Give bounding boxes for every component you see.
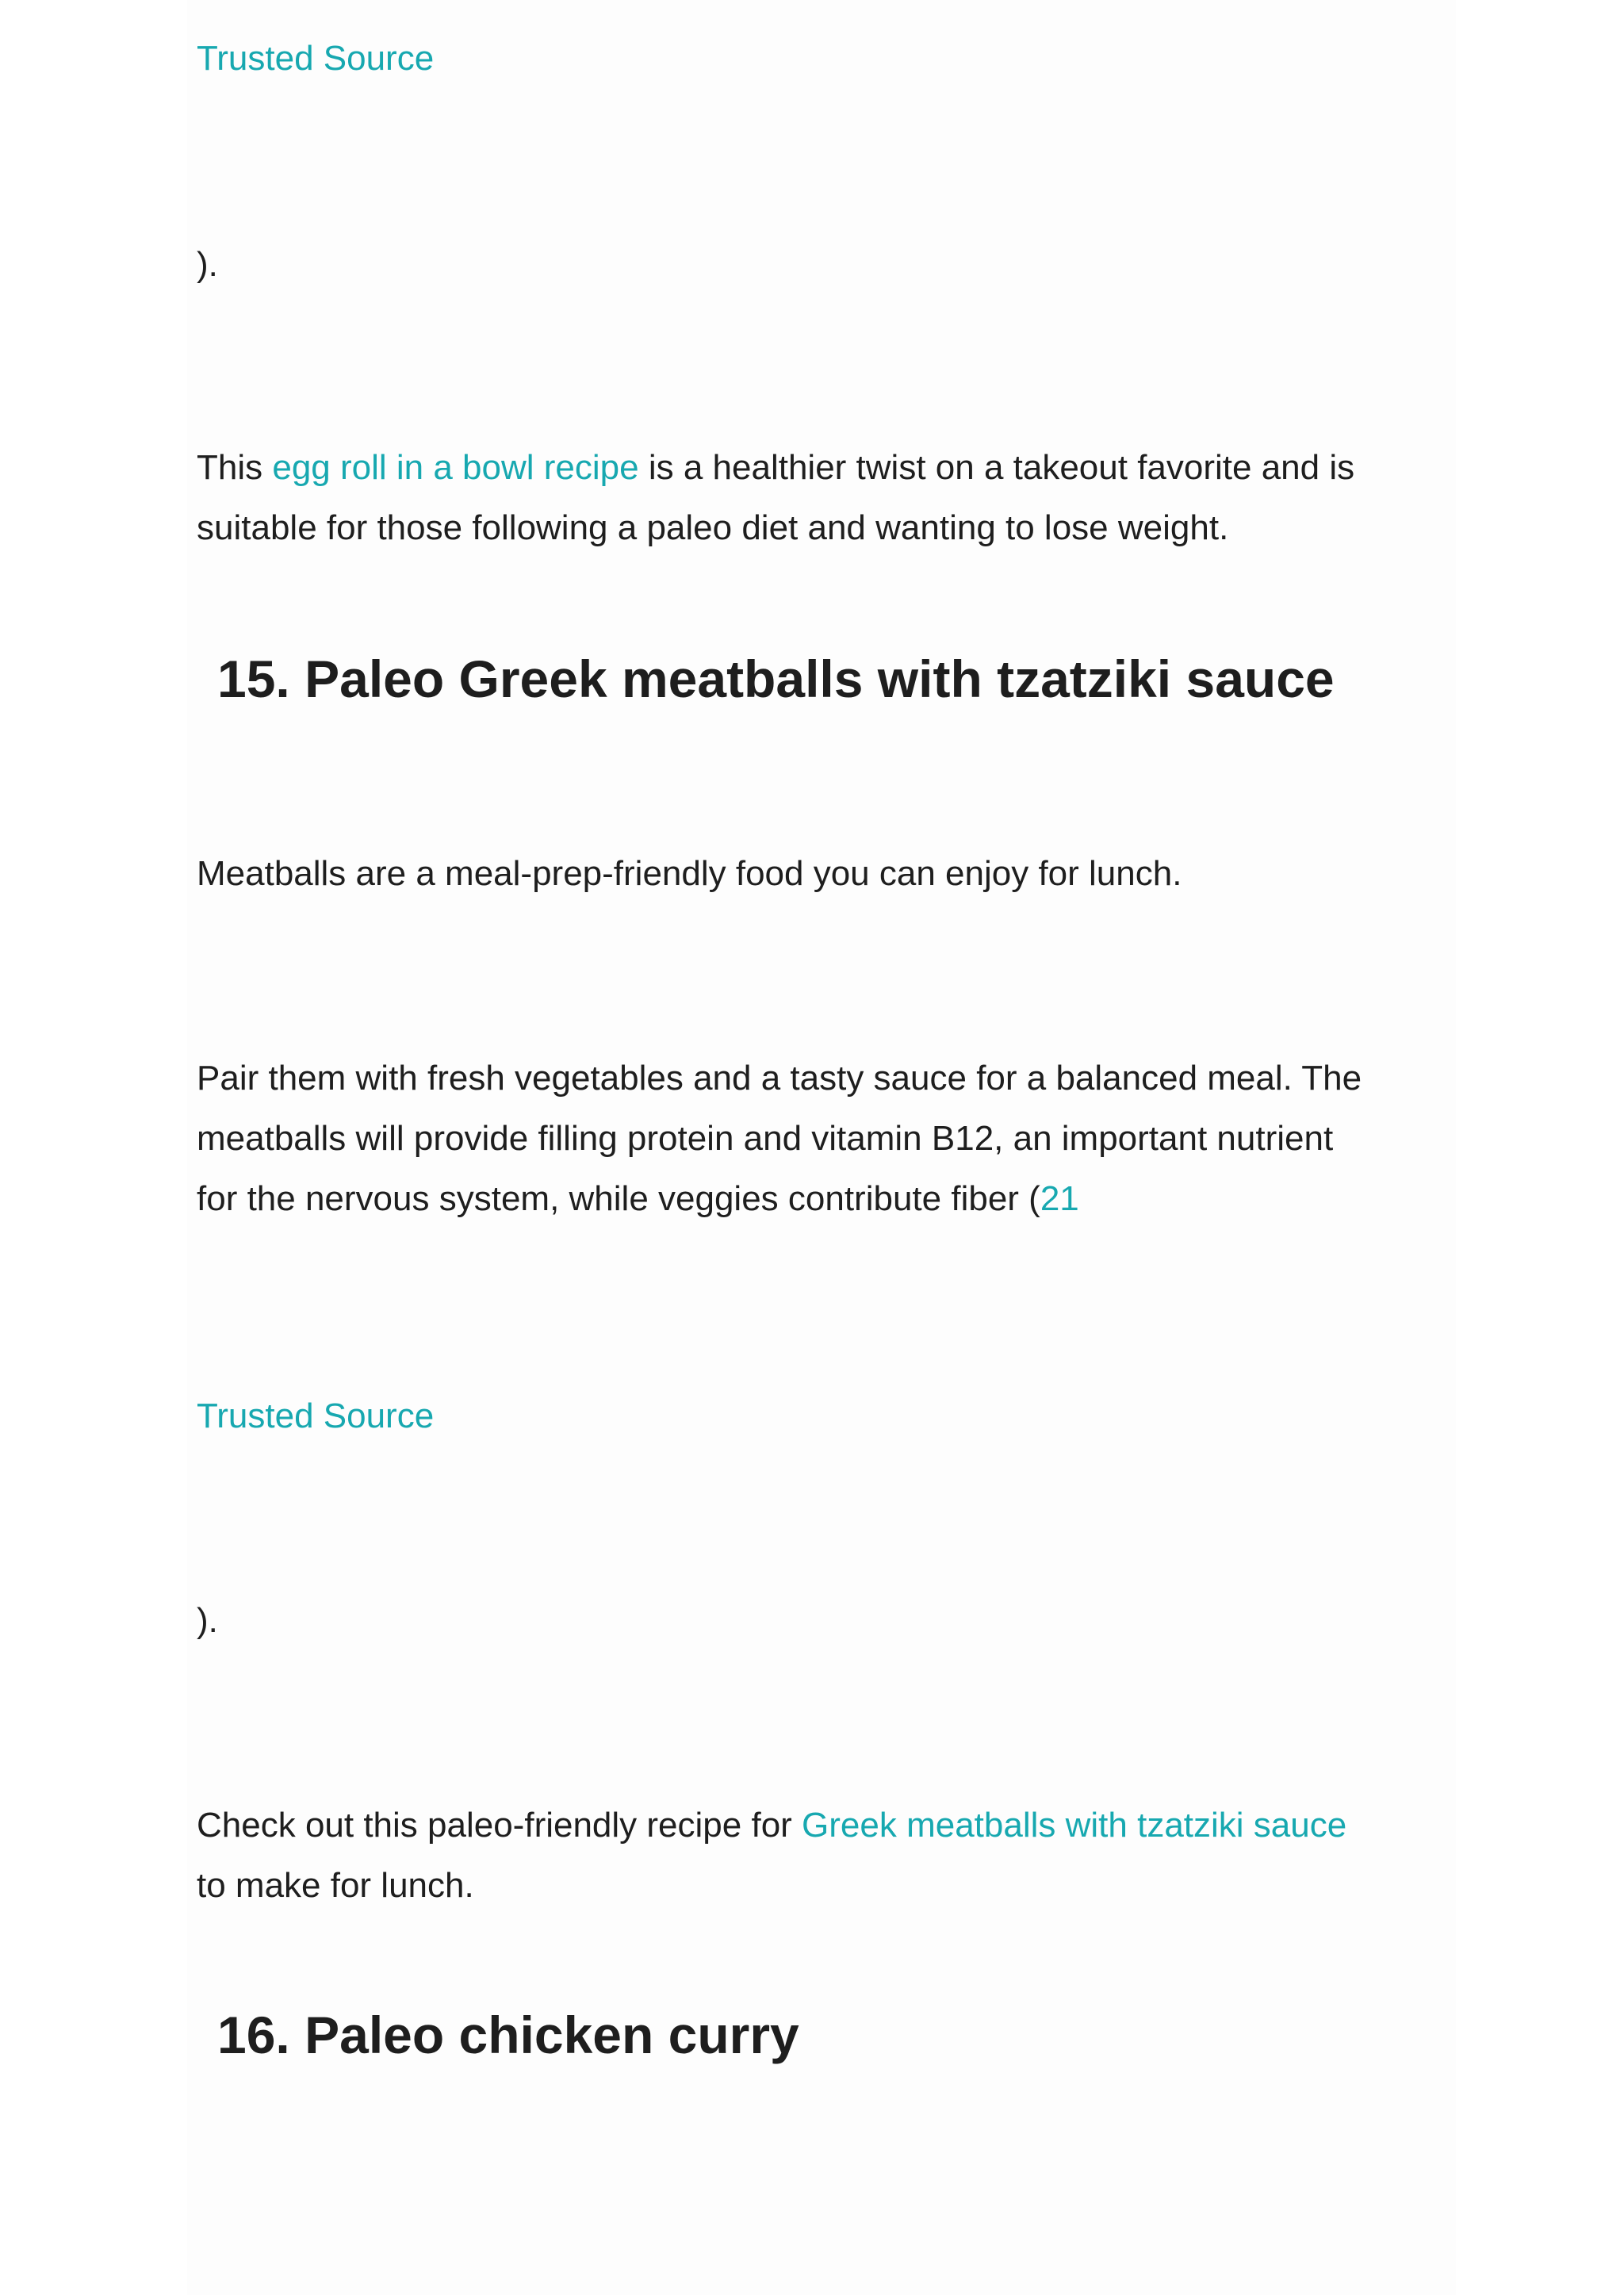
egg-roll-recipe-link[interactable]: egg roll in a bowl recipe — [272, 448, 639, 487]
citation-21-link[interactable]: 21 — [1040, 1179, 1079, 1218]
paragraph-text: Pair them with fresh vegetables and a tasty sauce for a balanced meal. The — [197, 1059, 1362, 1098]
paragraph-text: Check out this paleo-friendly recipe for — [197, 1806, 802, 1845]
paragraph-text: is a healthier twist on a takeout favorite and is — [638, 448, 1355, 487]
paragraph-text: for the nervous system, while veggies contribute fiber ( — [197, 1179, 1040, 1218]
paragraph-text: to make for lunch. — [197, 1866, 474, 1905]
egg-roll-paragraph — [197, 438, 1354, 558]
citation-close: ). — [197, 245, 218, 284]
section-heading-16: 16. Paleo chicken curry — [217, 2006, 799, 2064]
meatballs-intro-paragraph: Meatballs are a meal-prep-friendly food you can enjoy for lunch. — [197, 854, 1182, 893]
trusted-source-link[interactable]: Trusted Source — [197, 39, 435, 78]
greek-meatballs-recipe-link[interactable]: Greek meatballs with tzatziki sauce — [802, 1806, 1347, 1845]
citation-close: ). — [197, 1601, 218, 1640]
greek-meatballs-paragraph — [197, 1795, 1346, 1916]
meatballs-nutrition-paragraph — [197, 1048, 1362, 1229]
section-heading-15: 15. Paleo Greek meatballs with tzatziki sauce — [217, 649, 1335, 708]
paragraph-text: suitable for those following a paleo diet and wanting to lose weight. — [197, 508, 1229, 547]
paragraph-text: This — [197, 448, 273, 487]
trusted-source-link[interactable]: Trusted Source — [197, 1397, 435, 1435]
paragraph-text: meatballs will provide filling protein and vitamin B12, an important nutrient — [197, 1119, 1334, 1158]
